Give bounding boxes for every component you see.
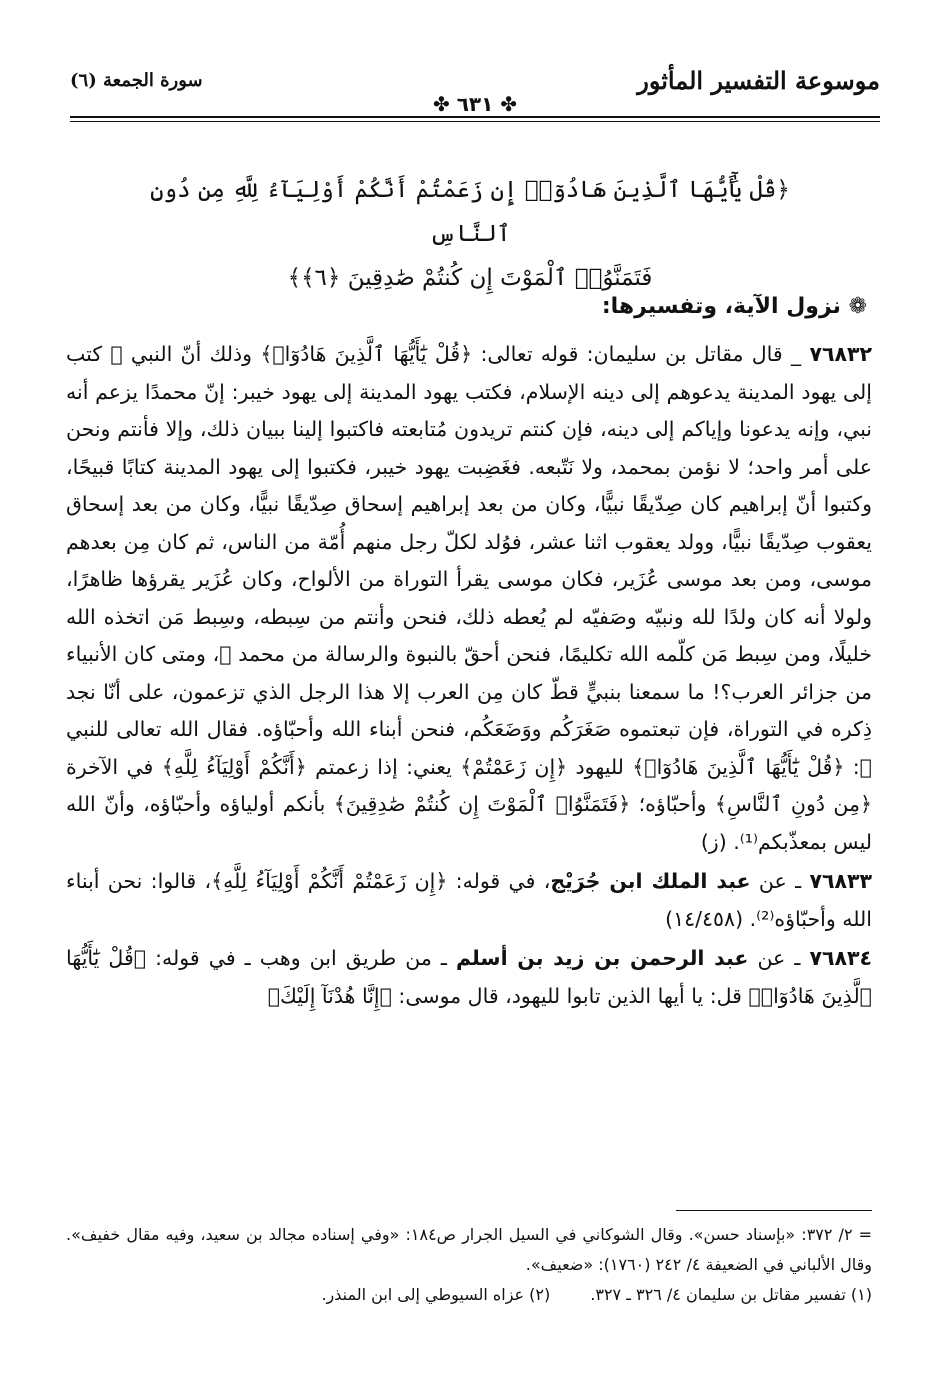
surah-title: سورة الجمعة (٦) [70,70,203,91]
entry-prefix: ـ عن [750,869,810,893]
page-number-ornament-right: ✤ [493,92,518,116]
footnote-1: (١) تفسير مقاتل بن سليمان ٤/ ٣٢٦ ـ ٣٢٧. [590,1285,872,1304]
entry-author: عبد الملك ابن جُرَيْج [550,869,751,893]
header-rule [70,116,880,118]
page-number-ornament-left: ✤ [432,92,457,116]
verse-line-2: فَتَمَنَّوُا۟ ٱلْمَوْتَ إِن كُنتُمْ صَٰدِقِينَ ﴿٦﴾﴾ [287,265,653,291]
footnote-2: (٢) عزاه السيوطي إلى ابن المنذر. [321,1285,551,1304]
footnote-row [66,1280,872,1310]
page-number-value: ٦٣١ [456,92,494,116]
entry-number: ٧٦٨٣٣ [809,869,872,893]
entry-number: ٧٦٨٣٢ [809,342,872,366]
header-rule-thin [70,121,880,122]
page-number [400,92,550,116]
entry-text: ـ من طريق ابن وهب ـ في قوله: ﴿قُلْ يَٰٓأَيُّهَا ٱلَّذِينَ هَادُوٓا۟﴾ قل: يا أيها الذين تابوا لليهود، قال موسى: ﴿إِنَّا هُدْنَآ إِلَيْكَ﴾ [66,946,872,1008]
quran-verse [150,168,790,300]
entry-prefix: ـ عن [748,946,810,970]
footnotes [66,1220,872,1310]
page-header [70,66,880,116]
entry-author: عبد الرحمن بن زيد بن أسلم [455,946,749,970]
footnote-rule [676,1210,872,1211]
entry-number: ٧٦٨٣٤ [809,946,872,970]
footnote-continuation: = ٢/ ٣٧٢: «بإسناد حسن». وقال الشوكاني في السيل الجرار ص١٨٤: «وفي إسناده مجالد بن سعيد، وفيه مقال خفيف». وقال الألباني في الضعيفة ٤/ ٢٤٢ (١٧٦٠): «ضعيف». [66,1225,873,1274]
entry-text: ، في قوله: ﴿إِن زَعَمْتُمْ أَنَّكُمْ أَوْلِيَآءُ لِلَّهِ﴾، قالوا: نحن أبناء الله وأحبّاؤه⁽²⁾. (١٤/٤٥٨) [66,869,872,931]
commentary-body [66,336,872,1017]
entry-76832 [66,336,872,861]
running-title: موسوعة التفسير المأثور [637,66,880,95]
entry-76834 [66,940,872,1015]
verse-line-1: ﴿قُلْ يَٰٓأَيُّهَا ٱلَّذِينَ هَادُوٓا۟ إِن زَعَمْتُمْ أَنَّكُمْ أَوْلِيَآءُ لِلَّهِ مِن دُونِ ٱلنَّاسِ [150,177,790,247]
entry-76833 [66,863,872,938]
entry-text: _ قال مقاتل بن سليمان: قوله تعالى: ﴿قُلْ يَٰٓأَيُّهَا ٱلَّذِينَ هَادُوٓا۟﴾ وذلك أنّ النبي ﷺ كتب إلى يهود المدينة يدعوهم إلى دينه الإسلام، فكتب يهود المدينة إلى يهود خيبر: إنّ محمدًا يزعم أنه نبي، وإنه يدعونا وإياكم إلى دينه، فإن كنتم تريدون مُتابعته فاكتبوا إلينا ببيان ذلك، وإلا فأنتم ونحن على أمر واحد؛ لا نؤمن بمحمد، ولا نَتّبعه. فغَضِبت يهود خيبر، فكتبوا إلى يهود المدينة كتابًا قبيحًا، وكتبوا أنّ إبراهيم كان صِدّيقًا نبيًّا، وكان من بعد إبراهيم إسحاق صِدّيقًا نبيًّا، وكان من بعد إسحاق يعقوب صِدّيقًا نبيًّا، وولد يعقوب اثنا عشر، فوُلد لكلّ رجل منهم أُمّة من الناس، ثم كان مِن بعدهم موسى، ومن بعد موسى عُزَير، فكان موسى يقرأ التوراة من الألواح، وكان عُزَير يقرؤها ظاهرًا، ولولا أنه كان ولدًا لله ونبيّه وصَفيّه لم يُعطه ذلك، فنحن وأنتم من سِبطه، وسِبط مَن اتخذه الله خليلًا، ومن سِبط مَن كلّمه الله تكليمًا، فنحن أحقّ بالنبوة والرسالة من محمد ﷺ، ومتى كان الأنبياء من جزائر العرب؟! ما سمعنا بنبيٍّ قطّ كان مِن العرب إلا هذا الرجل الذي تزعمون، على أنّا نجد ذِكره في التوراة، فإن تبعتموه صَغَرَكُم ووَضَعَكُم، فنحن أبناء الله وأحبّاؤه. فقال الله تعالى للنبي ﷺ: ﴿قُلْ يَٰٓأَيُّهَا ٱلَّذِينَ هَادُوٓا۟﴾ لليهود ﴿إِن زَعَمْتُمْ﴾ يعني: إذا زعمتم ﴿أَنَّكُمْ أَوْلِيَآءُ لِلَّهِ﴾ في الآخرة ﴿مِن دُونِ ٱلنَّاسِ﴾ وأحبّاؤه؛ ﴿فَتَمَنَّوُا۟ ٱلْمَوْتَ إِن كُنتُمْ صَٰدِقِينَ﴾ بأنكم أولياؤه وأحبّاؤه، وأنّ الله ليس بمعذّبكم⁽¹⁾. (ز) [66,342,872,854]
section-heading: ❁ نزول الآية، وتفسيرها: [601,294,867,319]
